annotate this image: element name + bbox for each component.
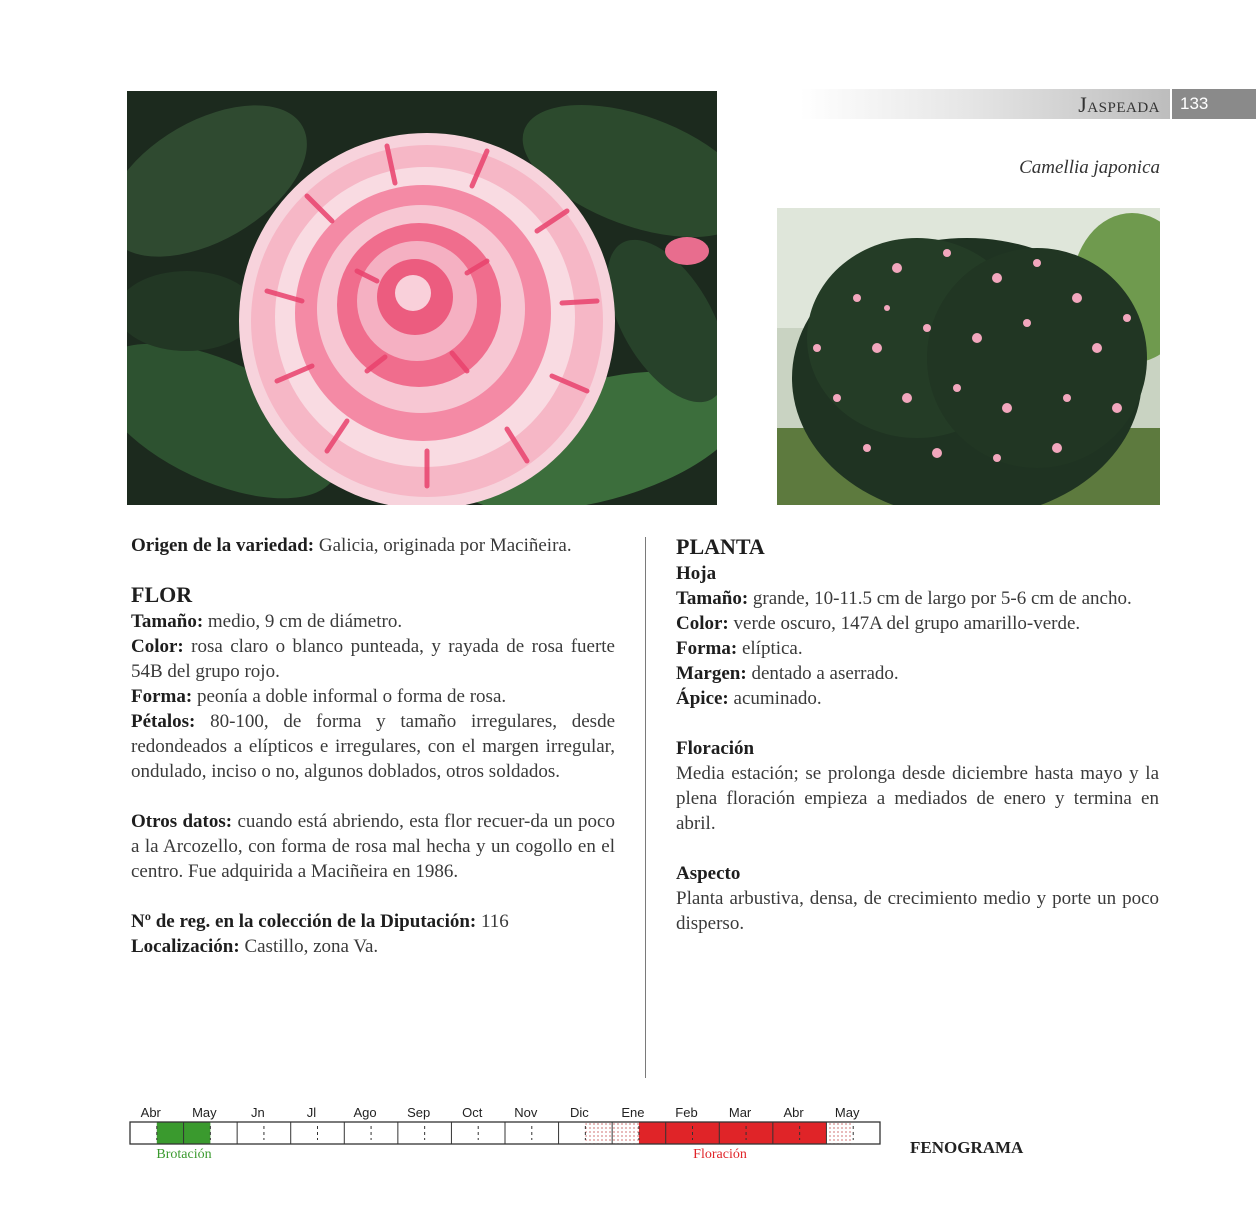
hoja-color <box>676 611 1159 636</box>
month-label: May <box>192 1105 217 1120</box>
registro <box>131 909 615 934</box>
hoja-forma-label: Forma: <box>676 638 738 659</box>
month-label: Nov <box>514 1105 538 1120</box>
brotacion-label: Brotación <box>156 1147 212 1162</box>
hoja-tamano <box>676 586 1159 611</box>
flor-forma-text: peonía a doble informal o forma de rosa. <box>192 686 507 707</box>
hoja-forma <box>676 636 1159 661</box>
floracion-text: Media estación; se prolonga desde diciembre hasta mayo y la plena floración empieza a mediados de enero y termina en abril. <box>676 763 1159 834</box>
right-column <box>676 533 1159 936</box>
hoja-margen <box>676 661 1159 686</box>
flor-heading: FLOR <box>131 582 193 607</box>
flor-forma <box>131 684 615 709</box>
floracion-label: Floración <box>693 1147 747 1162</box>
otros-datos-label: Otros datos: <box>131 811 233 832</box>
floracion-end-bar <box>826 1122 853 1144</box>
origin-label: Origen de la variedad: <box>131 535 315 556</box>
flor-tamano-label: Tamaño: <box>131 611 204 632</box>
hoja-tamano-label: Tamaño: <box>676 588 749 609</box>
localizacion-label: Localización: <box>131 936 240 957</box>
fenograma-label: FENOGRAMA <box>910 1138 1024 1157</box>
variety-name: Jaspeada <box>1078 92 1160 117</box>
fenograma-chart <box>128 1102 882 1164</box>
registro-text: 116 <box>476 911 509 932</box>
flower-photo <box>127 91 717 505</box>
registro-label: Nº de reg. en la colección de la Diputación: <box>131 911 477 932</box>
hoja-margen-text: dentado a aserrado. <box>746 663 899 684</box>
otros-datos <box>131 809 615 884</box>
flor-tamano <box>131 609 615 634</box>
flor-color <box>131 634 615 684</box>
flor-forma-label: Forma: <box>131 686 193 707</box>
aspecto-text: Planta arbustiva, densa, de crecimiento medio y porte un poco disperso. <box>676 888 1159 934</box>
otros-datos-text: cuando está abriendo, esta flor recuer-da un poco a la Arcozello, con forma de rosa mal hecha y un cogollo en el centro. Fue adquirida a Maciñeira en 1986. <box>131 811 615 882</box>
planta-heading: PLANTA <box>676 534 765 559</box>
bush-photo <box>777 208 1160 505</box>
aspecto-heading: Aspecto <box>676 863 741 884</box>
month-label: Abr <box>140 1105 161 1120</box>
hoja-tamano-text: grande, 10-11.5 cm de largo por 5-6 cm de ancho. <box>748 588 1132 609</box>
floracion-bar <box>639 1122 827 1144</box>
hoja-apice <box>676 686 1159 711</box>
origin-text: Galicia, originada por Maciñeira. <box>314 535 572 556</box>
flor-tamano-text: medio, 9 cm de diámetro. <box>203 611 403 632</box>
column-divider <box>645 537 646 1078</box>
flor-petalos-text: 80-100, de forma y tamaño irregulares, desde redondeados a elípticos e irregulares, con el margen irregular, ondulado, inciso o no, algunos doblados, otros soldados. <box>131 711 615 782</box>
page-number: 133 <box>1172 89 1256 119</box>
month-label: May <box>834 1105 860 1120</box>
month-label: Ene <box>621 1105 645 1120</box>
month-label: Jl <box>306 1105 317 1120</box>
hoja-heading: Hoja <box>676 563 717 584</box>
flor-petalos <box>131 709 615 784</box>
hoja-forma-text: elíptica. <box>737 638 803 659</box>
flor-petalos-label: Pétalos: <box>131 711 196 732</box>
month-label: Feb <box>675 1105 698 1120</box>
month-label: Jn <box>251 1105 265 1120</box>
month-label: Abr <box>783 1105 804 1120</box>
flor-color-label: Color: <box>131 636 184 657</box>
hoja-color-label: Color: <box>676 613 729 634</box>
month-label: Ago <box>353 1105 377 1120</box>
hoja-apice-text: acuminado. <box>728 688 822 709</box>
localizacion <box>131 934 615 959</box>
hoja-color-text: verde oscuro, 147A del grupo amarillo-verde. <box>728 613 1081 634</box>
month-label: Sep <box>407 1105 431 1120</box>
month-label: Oct <box>462 1105 483 1120</box>
hoja-apice-label: Ápice: <box>676 688 729 709</box>
species-name: Camellia japonica <box>1019 157 1160 178</box>
left-column <box>131 533 615 959</box>
hoja-margen-label: Margen: <box>676 663 747 684</box>
month-label: Mar <box>728 1105 752 1120</box>
flor-color-text: rosa claro o blanco punteada, y rayada de rosa fuerte 54B del grupo rojo. <box>131 636 615 682</box>
origin-paragraph <box>131 533 615 558</box>
month-label: Dic <box>569 1105 589 1120</box>
localizacion-text: Castillo, zona Va. <box>239 936 379 957</box>
floracion-heading: Floración <box>676 738 755 759</box>
